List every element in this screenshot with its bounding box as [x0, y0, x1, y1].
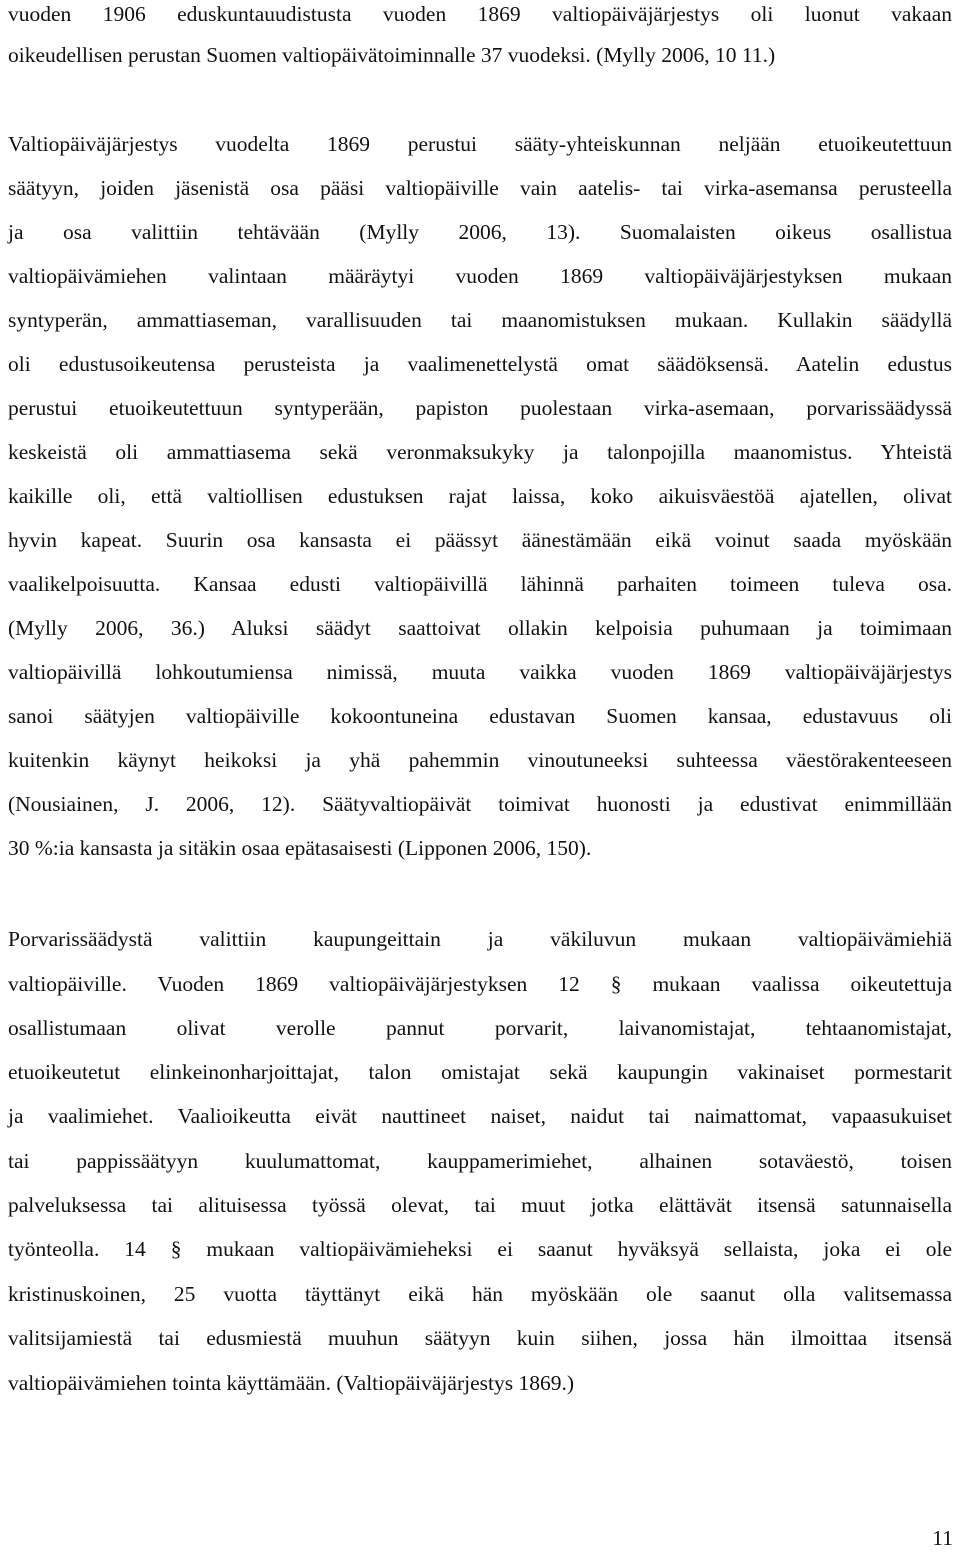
paragraph-line: etuoikeutetut elinkeinonharjoittajat, talon omistajat sekä kaupungin vakinaiset pormestarit	[8, 1060, 952, 1084]
paragraph-line: säätyyn, joiden jäsenistä osa pääsi valtiopäiville vain aatelis- tai virka-asemansa perusteella	[8, 176, 952, 200]
paragraph-line: perustui etuoikeutettuun syntyperään, papiston puolestaan virka-asemaan, porvarissäädyssä	[8, 396, 952, 420]
paragraph-line: 30 %:ia kansasta ja sitäkin osaa epätasaisesti (Lipponen 2006, 150).	[8, 836, 592, 860]
paragraph-line: keskeistä oli ammattiasema sekä veronmaksukyky ja talonpojilla maanomistus. Yhteistä	[8, 440, 952, 464]
paragraph-line: valitsijamiestä tai edusmiestä muuhun säätyyn kuin siihen, jossa hän ilmoittaa itsensä	[8, 1326, 952, 1350]
paragraph-line: valtiopäivämiehen valintaan määräytyi vuoden 1869 valtiopäiväjärjestyksen mukaan	[8, 264, 952, 288]
paragraph-line: oikeudellisen perustan Suomen valtiopäivätoiminnalle 37 vuodeksi. (Mylly 2006, 10 11.)	[8, 43, 776, 67]
paragraph-line: (Nousiainen, J. 2006, 12). Säätyvaltiopäivät toimivat huonosti ja edustivat enimmillään	[8, 792, 952, 816]
paragraph-line: kuitenkin käynyt heikoksi ja yhä pahemmin vinoutuneeksi suhteessa väestörakenteeseen	[8, 748, 952, 772]
paragraph-line: syntyperän, ammattiaseman, varallisuuden tai maanomistuksen mukaan. Kullakin säädyllä	[8, 308, 952, 332]
paragraph-line: vaalikelpoisuutta. Kansaa edusti valtiopäivillä lähinnä parhaiten toimeen tuleva osa.	[8, 572, 952, 596]
paragraph-line: oli edustusoikeutensa perusteista ja vaalimenettelystä omat säädöksensä. Aatelin edustus	[8, 352, 952, 376]
paragraph-line: palveluksessa tai alituisessa työssä olevat, tai muut jotka elättävät itsensä satunnaisella	[8, 1193, 952, 1217]
paragraph-line: osallistumaan olivat verolle pannut porvarit, laivanomistajat, tehtaanomistajat,	[8, 1016, 952, 1040]
paragraph-line: kaikille oli, että valtiollisen edustuksen rajat laissa, koko aikuisväestöä ajatellen, olivat	[8, 484, 952, 508]
paragraph-line: Porvarissäädystä valittiin kaupungeittain ja väkiluvun mukaan valtiopäivämiehiä	[8, 927, 952, 951]
paragraph-line: hyvin kapeat. Suurin osa kansasta ei päässyt äänestämään eikä voinut saada myöskään	[8, 528, 952, 552]
paragraph-line: valtiopäiville. Vuoden 1869 valtiopäiväjärjestyksen 12 § mukaan vaalissa oikeutettuja	[8, 972, 952, 996]
paragraph-line: kristinuskoinen, 25 vuotta täyttänyt eikä hän myöskään ole saanut olla valitsemassa	[8, 1282, 952, 1306]
paragraph-line: tai pappissäätyyn kuulumattomat, kauppamerimiehet, alhainen sotaväestö, toisen	[8, 1149, 952, 1173]
page-number: 11	[932, 1526, 953, 1550]
paragraph-line: valtiopäivämiehen tointa käyttämään. (Valtiopäiväjärjestys 1869.)	[8, 1371, 574, 1395]
paragraph-line: ja osa valittiin tehtävään (Mylly 2006, 13). Suomalaisten oikeus osallistua	[8, 220, 952, 244]
paragraph-line: Valtiopäiväjärjestys vuodelta 1869 perustui sääty-yhteiskunnan neljään etuoikeutettuun	[8, 132, 952, 156]
paragraph-line: sanoi säätyjen valtiopäiville kokoontuneina edustavan Suomen kansaa, edustavuus oli	[8, 704, 952, 728]
paragraph-line: (Mylly 2006, 36.) Aluksi säädyt saattoivat ollakin kelpoisia puhumaan ja toimimaan	[8, 616, 952, 640]
paragraph-line: vuoden 1906 eduskuntauudistusta vuoden 1869 valtiopäiväjärjestys oli luonut vakaan	[8, 2, 952, 26]
paragraph-line: ja vaalimiehet. Vaalioikeutta eivät nauttineet naiset, naidut tai naimattomat, vapaasukuiset	[8, 1104, 952, 1128]
paragraph-line: työnteolla. 14 § mukaan valtiopäivämieheksi ei saanut hyväksyä sellaista, joka ei ole	[8, 1237, 952, 1261]
paragraph-line: valtiopäivillä lohkoutumiensa nimissä, muuta vaikka vuoden 1869 valtiopäiväjärjestys	[8, 660, 952, 684]
